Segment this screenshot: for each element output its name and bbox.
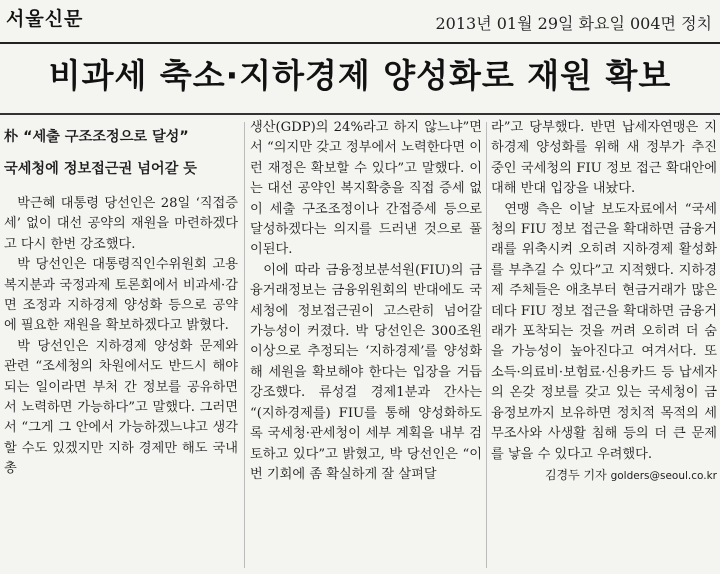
article-column-2: [250, 118, 482, 485]
subheadline-1: 朴 “세출 구조조정으로 달성”: [4, 129, 189, 145]
dateline: 2013년 01월 29일 화요일 004면 정치: [435, 14, 712, 33]
reporter-email[interactable]: golders@seoul.co.kr: [610, 469, 717, 482]
article-column-3: [491, 118, 717, 486]
paragraph: 연맹 측은 이날 보도자료에서 “국세청의 FIU 정보 접근을 확대하면 금융거래를 위축시켜 오히려 지하경제 활성화를 부추길 수 있다”고 지적했다. 지하경제 주체들은 애초부터 현금거래가 많은 데다 FIU 정보 접근을 확대하면 금융거래가 포착되는 것을 꺼려 오히려 더 숨을 가능성이 높아진다고 여겨서다. 또 소득·의료비·보험료·신용카드 등 납세자의 온갖 정보를 갖고 있는 국세청이 금융정보까지 보유하면 정치적 목적의 세무조사와 사생활 침해 등의 더 큰 문제를 낳을 수 있다고 우려했다.: [491, 201, 717, 462]
newspaper-name: 서울신문: [6, 8, 84, 30]
column-divider: [244, 122, 245, 568]
article-column-1: [4, 118, 238, 480]
spacer: [4, 180, 238, 194]
page-header: [0, 0, 720, 44]
paragraph: 생산(GDP)의 24%라고 하지 않느냐”면서 “의지만 갖고 정부에서 노력한다면 이런 재정은 확보할 수 있다”고 말했다. 이는 대선 공약인 복지확충을 직접 증세 없이 세출 구조조정이나 간접증세 등으로 달성하겠다는 의지를 드러낸 것으로 풀이된다.: [250, 120, 482, 258]
subheadline-2: 국세청에 정보접근권 넘어갈 듯: [4, 161, 197, 177]
headline-rule: [0, 113, 720, 115]
column-divider: [486, 122, 487, 568]
header-rule: [0, 42, 720, 44]
paragraph: 이에 따라 금융정보분석원(FIU)의 금융거래정보는 금융위원회의 반대에도 국세청에 정보접근권이 고스란히 넘어갈 가능성이 커졌다. 박 당선인은 300조원 이상으로 추정되는 ‘지하경제’를 양성화해 세원을 확보해야 한다는 입장을 거듭 강조했다. 류성걸 경제1분과 간사는 “(지하경제를) FIU를 통해 양성화하도록 국세청·관세청이 세부 계획을 내부 검토하고 있다”고 밝혔고, 박 당선인은 “이번 기회에 좀 확실하게 잘 살펴달: [250, 262, 482, 482]
paragraph: 라”고 당부했다. 반면 납세자연맹은 지하경제 양성화를 위해 새 정부가 추진 중인 국세청의 FIU 정보 접근 확대안에 대해 반대 입장을 내놨다.: [491, 120, 717, 197]
paragraph: 박근혜 대통령 당선인은 28일 ‘직접증세’ 없이 대선 공약의 재원을 마련하겠다고 다시 한번 강조했다.: [4, 196, 238, 252]
headline: 비과세 축소·지하경제 양성화로 재원 확보: [48, 56, 672, 95]
paragraph: 박 당선인은 지하경제 양성화 문제와 관련 “조세청의 차원에서도 반드시 해야 되는 일이라면 부처 간 정보를 공유하면서 노력하면 가능하다”고 말했다. 그러면서 “그게 그 안에서 가능하겠느냐고 생각할 수도 있겠지만 지하 경제만 해도 국내총: [4, 338, 238, 477]
reporter-name: 김경두 기자: [544, 467, 607, 482]
byline: [491, 465, 717, 486]
paragraph: 박 당선인은 대통령직인수위원회 고용복지분과 국정과제 토론회에서 비과세·감면 조정과 지하경제 양성화 등으로 공약에 필요한 재원을 확보하겠다고 밝혔다.: [4, 257, 238, 334]
